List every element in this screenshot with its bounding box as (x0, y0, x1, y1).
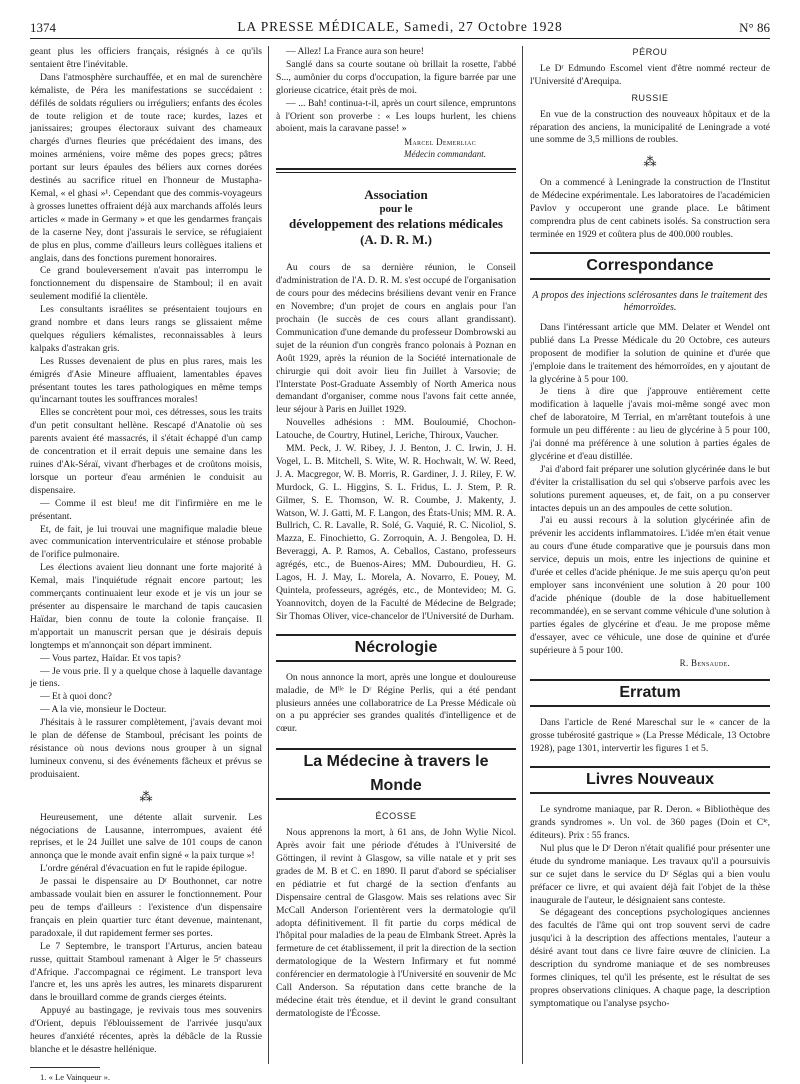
footnote-rule (30, 1067, 100, 1068)
paragraph: Et, de fait, je lui trouvai une magnifique maladie bleue avec communication interventriculaire et sténose probable de l'orifice pulmonaire. (30, 523, 262, 561)
column-divider (522, 46, 523, 1064)
paragraph: J'ai d'abord fait préparer une solution glycérinée dans le but d'éviter la cristallisation du sel qui s'observe parfois avec les solutions purement aqueuses, et, de fait, on a pu conserver intactes depuis un an des ampoules de cette solution. (530, 463, 770, 514)
column-divider (268, 46, 269, 1064)
column-left (30, 46, 262, 1082)
erratum-heading: Erratum (530, 679, 770, 707)
asterism-ornament: ⁂ (643, 154, 657, 170)
column-middle (276, 46, 516, 1064)
necrologie-heading: Nécrologie (276, 634, 516, 662)
page-header (30, 16, 770, 39)
correspondance-heading: Correspondance (530, 252, 770, 280)
livres-nouveaux-heading: Livres Nouveaux (530, 766, 770, 794)
paragraph: Appuyé au bastingage, je revivais tous mes souvenirs d'Orient, depuis l'éblouissement de l'arrivée jusqu'aux heures d'anxiété récentes, après la débâcle de la Russie blanche et le désastre hellénique. (30, 1005, 262, 1055)
paragraph: Je passai le dispensaire au Dʳ Bouthonnet, car notre ambassade voulait bien en assurer le fonctionnement. Pour peu de temps d'ailleurs : l'existence d'un dispensaire français en plein quartier turc étant devenue, maintenant, paradoxale, il dut rapidement fermer ses portes. (30, 876, 262, 939)
paragraph: — ... Bah! continua-t-il, après un court silence, empruntons à l'Orient son proverbe : « Les loups hurlent, les chiens aboient, mais la caravane passe! » (276, 97, 516, 135)
medecine-monde-heading: La Médecine à travers le Monde (276, 748, 516, 800)
asterism-ornament: ⁂ (139, 788, 153, 804)
paragraph: — Je vous prie. Il y a quelque chose à laquelle davantage je tiens. (30, 665, 262, 690)
paragraph: Nouvelles adhésions : MM. Bouloumié, Chochon-Latouche, de Courtry, Hutinel, Leriche, Thiroux, Vaucher. (276, 417, 516, 442)
signature-name: R. Bensaude. (679, 658, 730, 669)
paragraph: Sanglé dans sa courte soutane où brillait la rosette, l'abbé S..., aumônier du corps d'occupation, la figure barrée par une glorieuse cicatrice, était près de moi. (276, 58, 516, 96)
paragraph: J'hésitais à le rassurer complètement, j'avais devant moi le plan de défense de Stamboul, précisant les points de résistance où nous devions nous grouper à un signal lumineux convenu, si des événements fâcheux et prévus se produisaient. (30, 717, 262, 780)
paragraph: Au cours de sa dernière réunion, le Conseil d'administration de l'A. D. R. M. s'est occupé de l'organisation de cours pour des médecins brésiliens devant venir en France en Novembre; d'un projet de cours en anglais pour l'an prochain (le succès de ces cours allant grandissant). Communication d'une demande du professeur Dombrowski au sujet de la réunion d'un congrès franco polonais à Poznan en Août 1929, après la réunion de la Société internationale de chirurgie qui doit avoir lieu fin Juillet à Varsovie; de l'Interstate Post-Graduate Assembly of North America nous demandant d'organiser, comme nous l'avons fait cette année, leur séjour à Paris en Juillet 1929. (276, 262, 516, 416)
country-subheading: ÉCOSSE (375, 811, 417, 822)
paragraph: J'ai eu aussi recours à la solution glycérinée afin de prévenir les accidents inflammatoires. L'idée m'en était venue au cours d'une étude comparative que je poursuis dans mon service, depuis un mois, entre les injections de quinine et d'urée et celles d'acide phénique. Je me suis aperçu qu'on peut employer sans inconvénient une solution à 20 pour 100 d'acide phénique (double de la dose habituellement recommandée), en se servant comme véhicule d'une solution à parties égales de glycérine et d'eau. Je me propose même d'essayer, avec ce véhicule, une dose de quinine et d'urée supérieure à 5 pour 100. (530, 515, 770, 656)
paragraph: Le Dʳ Edmundo Escomel vient d'être nommé recteur de l'Université d'Arequipa. (530, 62, 770, 87)
country-subheading: PÉROU (632, 47, 668, 57)
paragraph: Nul plus que le Dʳ Deron n'était qualifié pour présenter une étude du syndrome maniaque. Les travaux qu'il a poursuivis sur ce sujet dans le service du Dʳ Séglas qui a bien voulu préfacer ce livre, et qui avaient déjà fait l'objet de la thèse inaugurale de l'auteur, le désignaient sans conteste. (530, 842, 770, 906)
paragraph: L'ordre général d'évacuation en fut le rapide épilogue. (40, 863, 247, 875)
paragraph: Nous apprenons la mort, à 61 ans, de John Wylie Nicol. Après avoir fait une période d'études à l'Université de Göttingen, il revint à Glasgow, sa ville natale et y prit ses grades de M. B et C. en 1890. Il parut d'abord se spécialiser en pédiatrie et fut chargé de la section d'enfants au Dispensaire central de Glasgow. Mais ses relations avec Sir McCall Anderson l'orientèrent vers la dermatologie qu'il adopta définitivement. Il fit partie du corps médical de l'hôpital pour maladies de la peau de Elmbank Street. Après la fermeture de cet établissement, il prit la direction de la section dermatologique de la Western Infirmary et fut nommé conférencier en dermatologie à l'Université en souvenir de Mc Call Anderson. Sa réputation dans cette branche de la médecine était très étendue, et il devint le grand consultant dermatologiste de l'Écosse. (276, 827, 516, 1019)
paragraph: Les élections avaient lieu donnant une forte majorité à Kemal, mais l'inquiétude régnait encore partout; les commerçants continuaient leur exode et je vis un jour se présenter au dispensaire le marchand de tapis caucasien Haïdar, bien connu de toute la colonie française. Il m'apportait un manuscrit persan que je désirais depuis longtemps et m'annonçait son départ imminent. (30, 562, 262, 651)
paragraph: On a commencé à Leningrade la construction de l'Institut de Médecine expérimentale. Les laboratoires de l'académicien Pavlov y occuperont une grande place. Le bâtiment comprendra plus de cent cabinets isolés. Sa construction sera terminée en 1929 et coûtera plus de 400.000 roubles. (530, 177, 770, 240)
signature-name: Marcel Demerliac (404, 137, 476, 148)
paragraph: — Vous partez, Haïdar. Et vos tapis? (40, 652, 181, 664)
journal-title: LA PRESSE MÉDICALE, Samedi, 27 Octobre 1928 (237, 19, 563, 34)
paragraph: Dans l'article de René Mareschal sur le « cancer de la grosse tubérosité gastrique » (La Presse Médicale, 13 Octobre 1928), page 1301, intervertir les figures 1 et 5. (530, 717, 770, 755)
paragraph: Se dégageant des conceptions psychologiques anciennes des facultés de l'âme qui ont trop souvent servi de cadre jusqu'ici à la description des affections mentales, l'auteur a désiré avant tout dans ce livre faire œuvre de clinicien. La description du syndrome maniaque et de ses nombreuses formes cliniques, tel qu'il les présente, est le résultat de ses propres observations cliniques. A chaque page, la description symptomatique ou l'analyse psycho- (530, 907, 770, 1009)
column-right (530, 46, 770, 1064)
paragraph: Dans l'intéressant article que MM. Delater et Wendel ont publié dans La Presse Médicale du 20 Octobre, ces auteurs proposent de modifier la solution de quinine et d'urée que j'emploie dans le traitement des hémorroïdes, en y ajoutant de la glycérine à 5 pour 100. (530, 321, 770, 385)
paragraph: MM. Peck, J. W. Ribey, J. J. Benton, J. C. Irwin, J. H. Vogel, L. B. Mitchell, S. Wite, W. R. Hochwalt, W. W. Reed, J. A. Macgregor, W. B. Morris, R. Gardiner, J. J. Riley, F. W. Murdock, G. L. Higgins, S. L. Fridus, L. J. Stem, P. R. Gilmer, S. E. Thomson, W. R. Coumbe, J. Makenty, J. Watson, W. J. Gatti, M. F. Langon, des États-Unis; MM. R. A. Bullrich, C. R. Lavalle, R. Solé, G. Vaquié, R. C. Nicoliol, S. Mazza, E. Finochietto, G. Zorroquin, A. J. Bengolea, D. H. Beveraggi, A. P. Ramos, A. Ceballos, Castano, professeurs agrégés, etc., de Buenos-Aires; MM. Dubourdieu, H. G. Lagos, H. J. May, L. Morela, A. Novarro, E. Pouey, M. Quintela, professeurs, agrégés, etc., de Montevideo; M. G. Yoannovitch, doyen de la Faculté de Médecine de Belgrade; Sir Thomas Oliver, vice-chancelor de l'Université de Durham. (276, 443, 516, 622)
paragraph: Le syndrome maniaque, par R. Deron. « Bibliothèque des grands syndromes ». Un vol. de 360 pages (Doin et Cⁱᵉ, éditeurs). Prix : 55 francs. (530, 804, 770, 841)
paragraph: Dans l'atmosphère surchauffée, et en mal de surenchère kémaliste, de Péra les manifestations se succédaient : défilés de soldats réguliers ou irréguliers; enfants des écoles de toute religion et de toute race; kurdes, lazes et janissaires; groupes électoraux suivant des chameaux chargés d'urnes fleuries que précédaient des imans, des moines arméniens, voire même des popes grecs; pâtres portant sur leurs épaules des béliers aux cornes dorées destinés au sacrifice rituel en l'honneur de Mustapha-Kemal, « el ghasi »¹. Cependant que des commis-voyageurs à grosses lunettes offraient déjà aux marchands affolés leurs articles « made in Germany » et que les gendarmes français de la caserne Ney, dont j'assurais le service, se réfugiaient de plus en plus, comme d'ailleurs leurs collègues italiens et anglais, dans des fonctions purement honoraires. (30, 71, 262, 264)
paragraph: — Et à quoi donc? (40, 691, 112, 703)
country-subheading: RUSSIE (631, 92, 669, 103)
association-heading: Association pour le développement des relations médicales (A. D. R. M.) (289, 187, 503, 248)
section-rule (276, 168, 516, 173)
paragraph: Heureusement, une détente allait survenir. Les négociations de Lausanne, interrompues, avaient été reprises, et le 24 Juillet une salve de 101 coups de canon annonça que le monde avait enfin signé « la paix turque »! (30, 811, 262, 862)
paragraph: — Comme il est bleu! me dit l'infirmière en me le présentant. (30, 497, 262, 522)
issue-number: N° 86 (739, 20, 770, 35)
paragraph: Ce grand bouleversement n'avait pas interrompu le fonctionnement du dispensaire de Stamboul; il en avait seulement modifié la clientèle. (30, 265, 262, 303)
paragraph: Je tiens à dire que j'approuve entièrement cette modification à laquelle j'avais moi-même songé avec mon chef de laboratoire, M Terrial, en m'arrêtant toutefois à une formule un peu différente : au lieu de glycérine à 5 pour 100, j'ai donné ma préférence à une solution à parties égales de glycérine et d'eau distillée. (530, 386, 770, 462)
paragraph: Le 7 Septembre, le transport l'Arturus, ancien bateau russe, quittait Stamboul ramenant à Alger le 5ᵉ chasseurs d'Afrique. J'accompagnai ce régiment. Le transport leva l'ancre et, les uns après les autres, les minarets disparurent dans le brouillard comme de grands cierges éteints. (30, 940, 262, 1004)
paragraph: En vue de la construction des nouveaux hôpitaux et de la réparation des anciens, la municipalité de Leningrade a voté une somme de 3,5 millions de roubles. (530, 108, 770, 146)
page-number: 1374 (30, 20, 56, 35)
paragraph: Elles se concrètent pour moi, ces détresses, sous les traits d'un petit consultant hellène. Rescapé d'Anatolie où ses parents avaient été massacrés, il s'était échappé d'un camp de concentration et il errait depuis une semaine dans les ruines d'Ak-Séraï, vivant d'herbages et de croûtons moisis, lorsque un porteur d'eau arménien le conduisit au dispensaire. (30, 407, 262, 496)
paragraph: On nous annonce la mort, après une longue et douloureuse maladie, de Mˡˡᵉ le Dʳ Régine Perlis, qui a été pendant plusieurs années une collaboratrice de La Presse Médicale où on a pu apprécier ses grandes qualités d'intelligence et de cœur. (276, 671, 516, 735)
correspondance-subtitle: A propos des injections sclérosantes dans le traitement des hémorroïdes. (532, 289, 768, 313)
paragraph: Les Russes devenaient de plus en plus rares, mais les émigrés d'Asie Mineure affluaient, lamentables épaves présentant toutes les tares pathologiques en même temps qu'incarnant toutes les souffrances morales! (30, 355, 262, 406)
signature-rank: Médecin commandant. (404, 149, 486, 160)
paragraph: — Allez! La France aura son heure! (286, 46, 424, 57)
paragraph: — A la vie, monsieur le Docteur. (40, 704, 167, 716)
paragraph: geant plus les officiers français, résignés à ce qu'ils sentaient être l'inévitable. (30, 46, 262, 70)
paragraph: Les consultants israélites se présentaient toujours en grand nombre et dans leurs rangs se glissaient même quelques réguliers kémalistes, reconnaissables à leurs kalpaks d'astrakan gris. (30, 304, 262, 354)
footnote: 1. « Le Vainqueur ». (40, 1071, 111, 1082)
